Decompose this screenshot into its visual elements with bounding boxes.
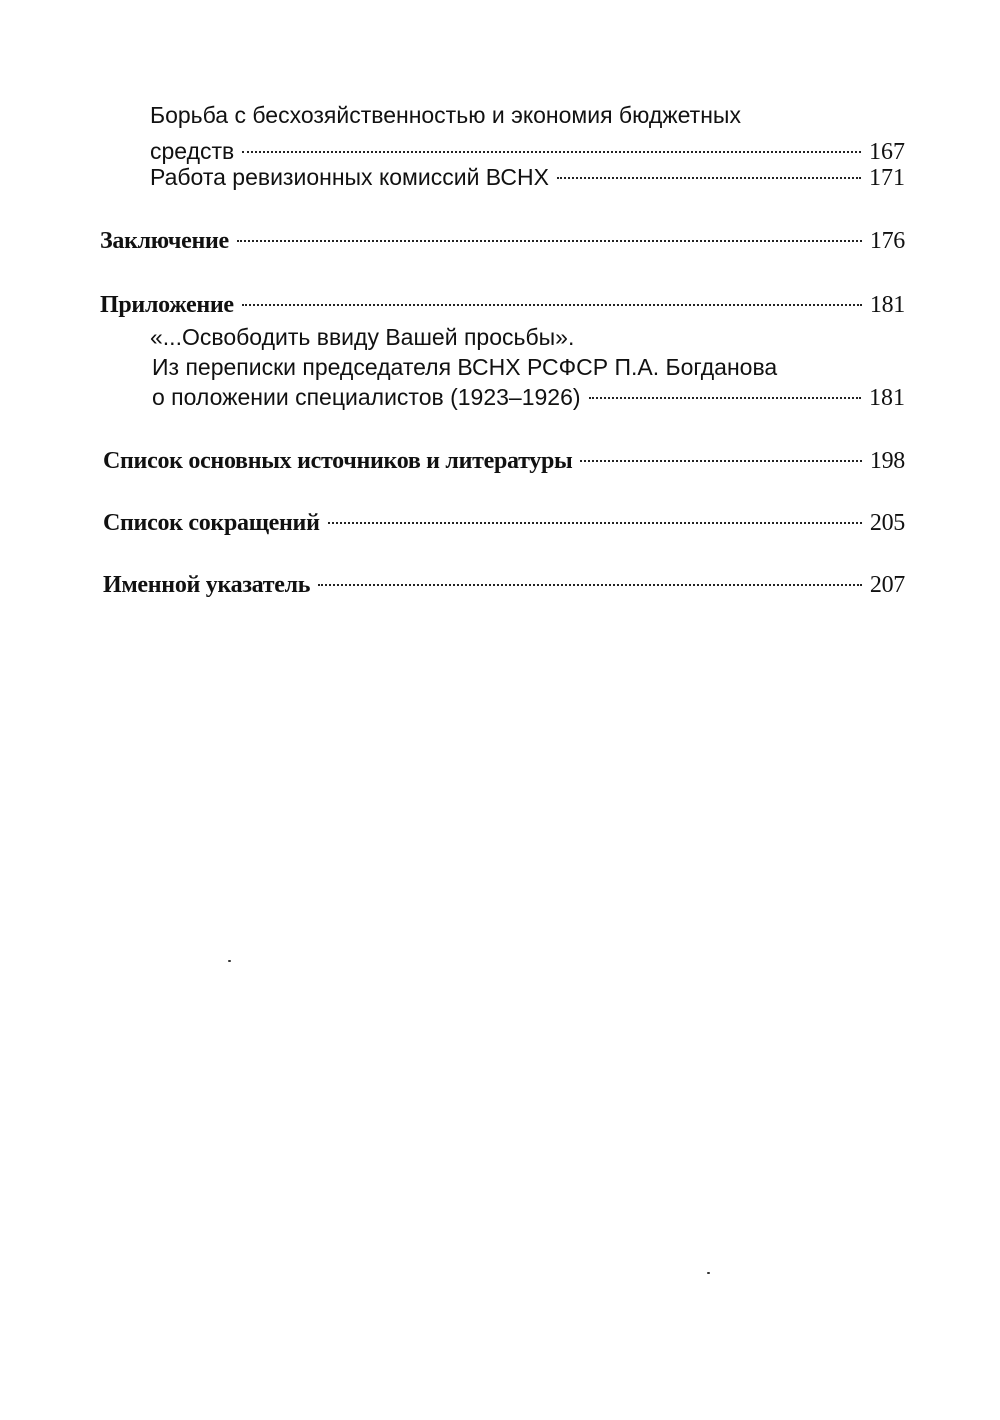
toc-entry-title: Список основных источников и литературы (103, 448, 573, 474)
dot-leader (242, 304, 862, 306)
toc-entry-spisok-sokrashcheniy[interactable] (103, 508, 905, 538)
toc-page-number: 181 (869, 292, 905, 318)
dot-leader (237, 240, 862, 242)
dot-leader (580, 460, 861, 462)
toc-page-number: 207 (869, 572, 905, 598)
toc-entry-spisok-istochnikov[interactable] (103, 446, 905, 476)
toc-entry-imennoy-ukazatel[interactable] (103, 570, 905, 600)
toc-page-number: 176 (869, 228, 905, 254)
toc-entry-title: «...Освободить ввиду Вашей просьбы». (150, 324, 575, 350)
toc-entry-title: Заключение (100, 228, 229, 254)
toc-entry-title: Борьба с бесхозяйственностью и экономия бюджетных (150, 102, 741, 128)
toc-entry-zaklyuchenie[interactable] (100, 226, 905, 256)
toc-entry-title: Список сокращений (103, 510, 320, 536)
dot-leader (328, 522, 862, 524)
scan-speck (707, 1272, 710, 1274)
dot-leader (557, 177, 861, 179)
toc-entry-title: Именной указатель (103, 572, 311, 598)
toc-entry-rabota[interactable] (150, 162, 905, 193)
toc-entry-prilozhenie[interactable] (100, 290, 905, 320)
toc-page-number: 167 (869, 139, 905, 165)
toc-entry-prilozhenie-sub[interactable] (152, 382, 905, 413)
toc-page-number: 198 (869, 448, 905, 474)
toc-page-number: 171 (869, 165, 905, 191)
toc-entry-title: средств (150, 138, 235, 164)
dot-leader (318, 584, 862, 586)
toc-sub-line2 (152, 352, 777, 382)
toc-entry-borba-line1 (150, 100, 741, 130)
toc-page-number: 181 (869, 385, 905, 411)
toc-sub-line1 (150, 322, 574, 352)
toc-entry-title: о положении специалистов (1923–1926) (152, 384, 581, 410)
dot-leader (242, 151, 861, 153)
toc-page-number: 205 (869, 510, 905, 536)
toc-entry-title: Из переписки председателя ВСНХ РСФСР П.А. Богданова (152, 354, 778, 380)
dot-leader (589, 397, 861, 399)
scan-speck (228, 960, 231, 962)
toc-entry-title: Приложение (100, 292, 234, 318)
toc-entry-title: Работа ревизионных комиссий ВСНХ (150, 164, 549, 190)
